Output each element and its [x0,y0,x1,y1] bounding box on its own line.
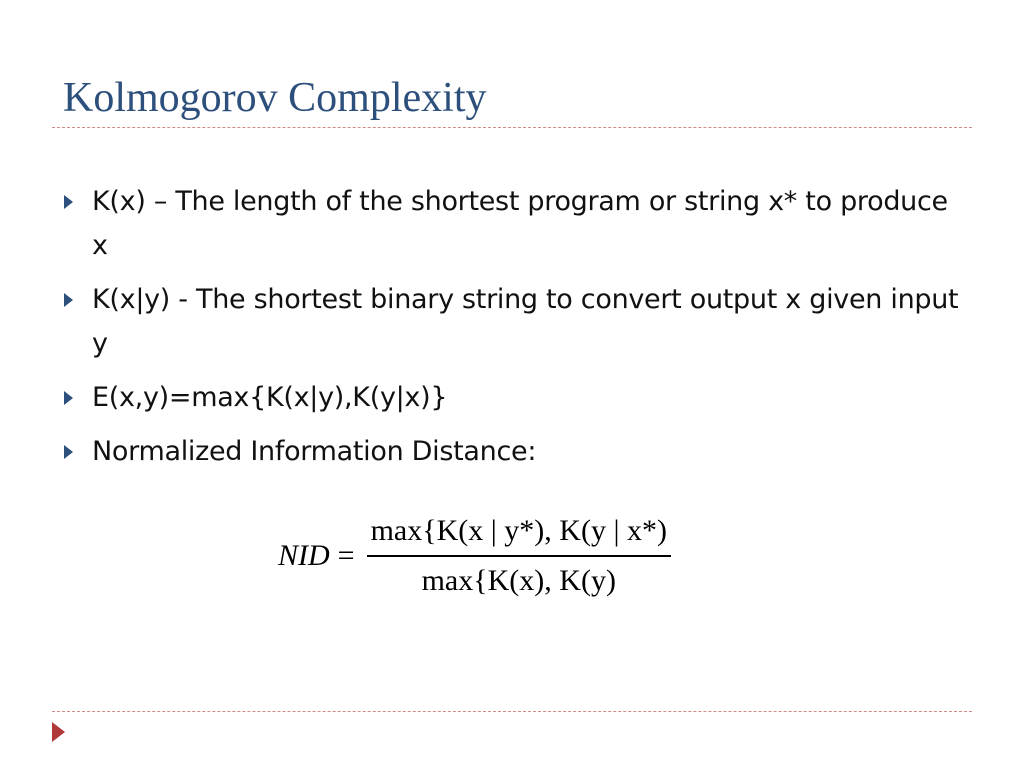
bullet-marker-icon [64,391,73,405]
bullet-item [60,376,960,420]
formula-numerator: max{K(x | y*), K(y | x*) [370,514,667,547]
bullet-text: K(x|y) - The shortest binary string to convert output x given input y [92,284,959,359]
bullet-text: K(x) – The length of the shortest program or string x* to produce x [92,186,948,261]
bullet-item [60,430,960,474]
corner-triangle-icon [52,722,65,742]
bullet-item [60,180,960,268]
bullet-marker-icon [64,445,73,459]
formula-fraction [367,511,671,601]
bullet-list [60,180,960,484]
slide-title: Kolmogorov Complexity [63,75,487,121]
footer-divider [52,711,972,712]
bullet-item [60,278,960,366]
bullet-text: E(x,y)=max{K(x|y),K(y|x)} [92,382,448,413]
formula-lhs: NID [278,539,330,572]
title-divider [52,127,972,128]
nid-formula [278,506,671,606]
bullet-marker-icon [64,195,73,209]
bullet-text: Normalized Information Distance: [92,436,537,467]
formula-equals: = [337,539,355,572]
formula-denominator: max{K(x), K(y) [421,564,616,597]
bullet-marker-icon [64,293,73,307]
fraction-bar [367,555,671,557]
